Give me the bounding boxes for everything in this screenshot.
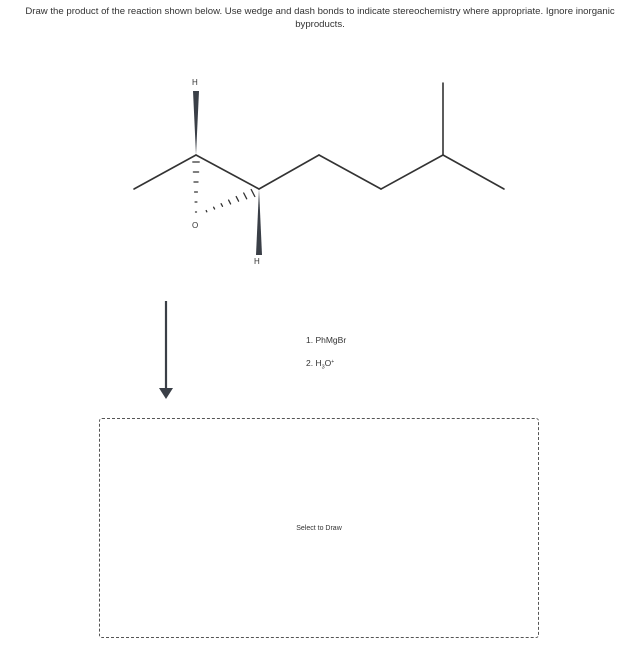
bond-c3-c4 xyxy=(319,155,381,189)
dash-bond-c1-o xyxy=(193,162,199,212)
bond-c4-c5 xyxy=(381,155,443,189)
atom-h-top: H xyxy=(192,78,198,87)
reagent-step-1: 1. PhMgBr xyxy=(306,335,347,345)
answer-drawing-area[interactable] xyxy=(99,418,539,638)
reagent-step-2-mid: O xyxy=(324,358,332,368)
reaction-arrow xyxy=(158,300,174,400)
reagent-step-2 xyxy=(306,357,334,373)
dash-bond-c2-o xyxy=(206,190,255,212)
bond-methyl-c1 xyxy=(134,155,196,189)
atom-h-bottom: H xyxy=(254,257,260,266)
wedge-bond-c1-h xyxy=(193,91,199,155)
reagent-step-2-prefix: 2. H xyxy=(306,358,322,368)
bond-c2-c3 xyxy=(259,155,319,189)
bond-c1-c2 xyxy=(196,155,259,189)
reagent-step-2-subscript: 3 xyxy=(321,364,325,371)
reactant-structure xyxy=(0,0,639,300)
select-to-draw-label: Select to Draw xyxy=(296,525,342,532)
atom-o: O xyxy=(192,221,199,230)
reagent-step-2-superscript: + xyxy=(331,359,335,365)
wedge-bond-c2-h xyxy=(256,189,262,255)
bond-c5-methyl-right xyxy=(443,155,504,189)
question-prompt: Draw the product of the reaction shown below. Use wedge and dash bonds to indicate stereochemistry where appropriate. Ignore inorganic byproducts. xyxy=(25,6,615,30)
